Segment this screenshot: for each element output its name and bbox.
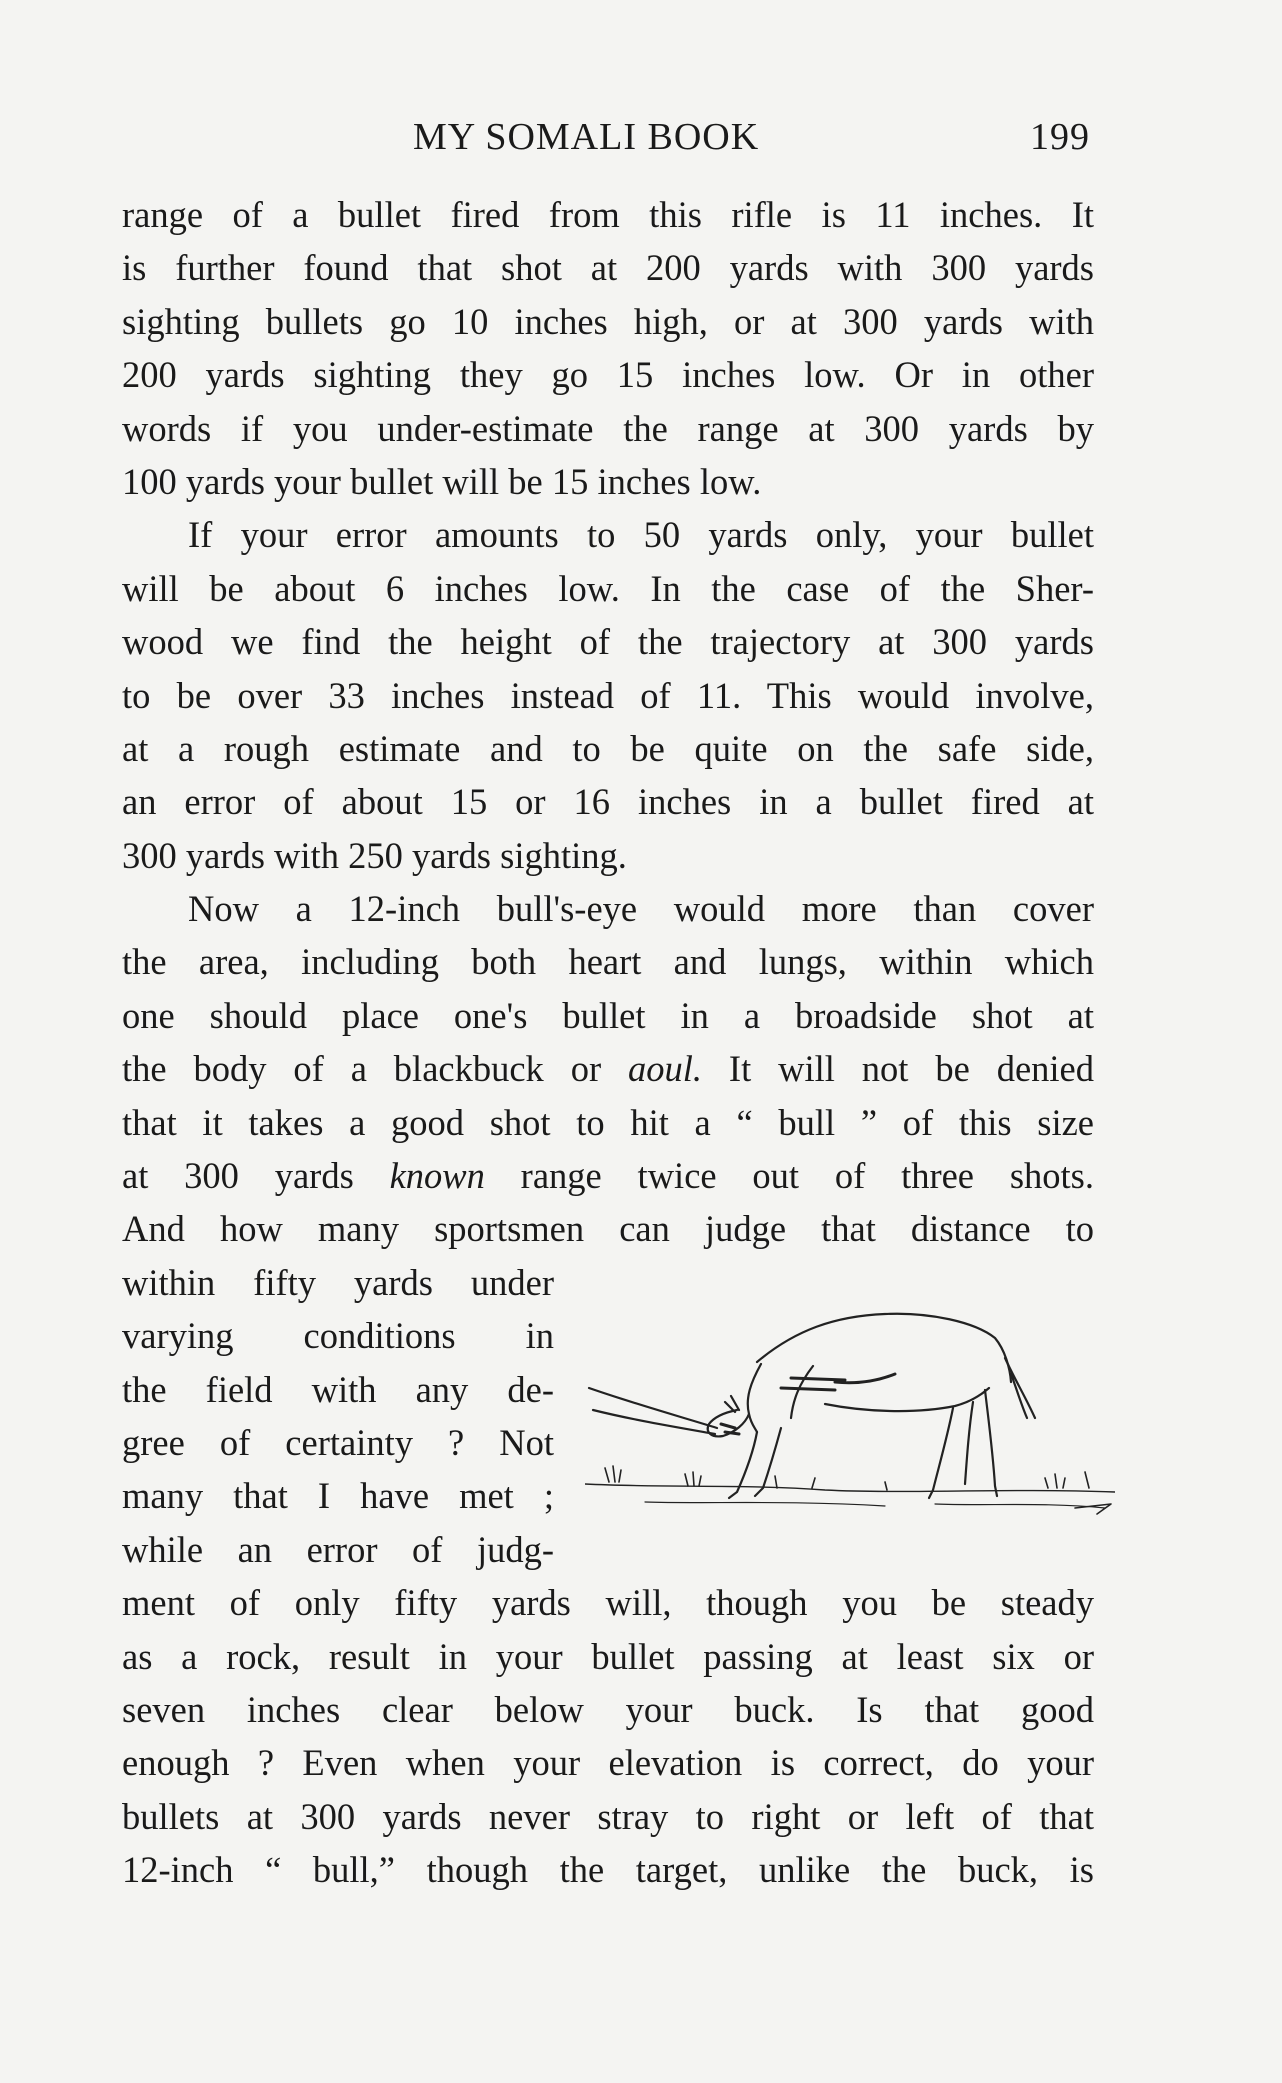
text-line: is further found that shot at 200 yards with 300 yards <box>122 247 1094 289</box>
text-line <box>122 1149 1094 1202</box>
text-run: the body of a blackbuck or <box>122 1048 628 1090</box>
text-run: range twice out of three shots. <box>484 1155 1094 1197</box>
text-line: 200 yards sighting they go 15 inches low. Or in other <box>122 354 1094 396</box>
text-line: to be over 33 inches instead of 11. This would involve, <box>122 674 1094 716</box>
text-line: many that I have met ; <box>122 1475 554 1517</box>
text-line: bullets at 300 yards never stray to right or left of that <box>122 1795 1094 1837</box>
text-line: the area, including both heart and lungs, within which <box>122 941 1094 983</box>
text-line: If your error amounts to 50 yards only, your bullet <box>188 514 1094 556</box>
text-line: 300 yards with 250 yards sighting. <box>122 834 627 876</box>
text-run: It will not be denied <box>702 1048 1094 1090</box>
text-line: sighting bullets go 10 inches high, or at 300 yards with <box>122 300 1094 342</box>
italic-word: known <box>389 1155 485 1197</box>
italic-word: aoul. <box>628 1048 703 1090</box>
body-text <box>122 188 1094 1897</box>
text-line: 100 yards your bullet will be 15 inches low. <box>122 460 762 502</box>
text-line: ment of only fifty yards will, though you be steady <box>122 1582 1094 1624</box>
text-line: range of a bullet fired from this rifle is 11 inches. It <box>122 194 1094 235</box>
oryx-grazing-illustration <box>585 1278 1115 1548</box>
text-line: at a rough estimate and to be quite on the safe side, <box>122 727 1094 769</box>
text-line: 12-inch “ bull,” though the target, unlike the buck, is <box>122 1849 1094 1891</box>
text-line: the field with any de- <box>122 1368 554 1410</box>
text-line: And how many sportsmen can judge that distance to <box>122 1208 1094 1250</box>
text-line: enough ? Even when your elevation is correct, do your <box>122 1742 1094 1784</box>
text-line: varying conditions in <box>122 1315 554 1357</box>
text-line: within fifty yards under <box>122 1261 554 1303</box>
page-number: 199 <box>1030 116 1090 158</box>
text-line: words if you under-estimate the range at 300 yards by <box>122 407 1094 449</box>
text-line <box>122 1042 1094 1095</box>
text-line: as a rock, result in your bullet passing at least six or <box>122 1635 1094 1677</box>
text-line: one should place one's bullet in a broadside shot at <box>122 994 1094 1036</box>
text-line: gree of certainty ? Not <box>122 1421 554 1463</box>
text-line: will be about 6 inches low. In the case of the Sher- <box>122 567 1094 609</box>
running-title: MY SOMALI BOOK <box>413 116 760 158</box>
text-run: at 300 yards <box>122 1155 390 1197</box>
text-line: an error of about 15 or 16 inches in a bullet fired at <box>122 781 1094 823</box>
text-line: that it takes a good shot to hit a “ bull ” of this size <box>122 1101 1094 1143</box>
text-line: wood we find the height of the trajectory at 300 yards <box>122 621 1094 663</box>
text-line: seven inches clear below your buck. Is that good <box>122 1688 1094 1730</box>
text-line: Now a 12-inch bull's-eye would more than cover <box>188 888 1094 930</box>
text-line: while an error of judg- <box>122 1528 554 1570</box>
